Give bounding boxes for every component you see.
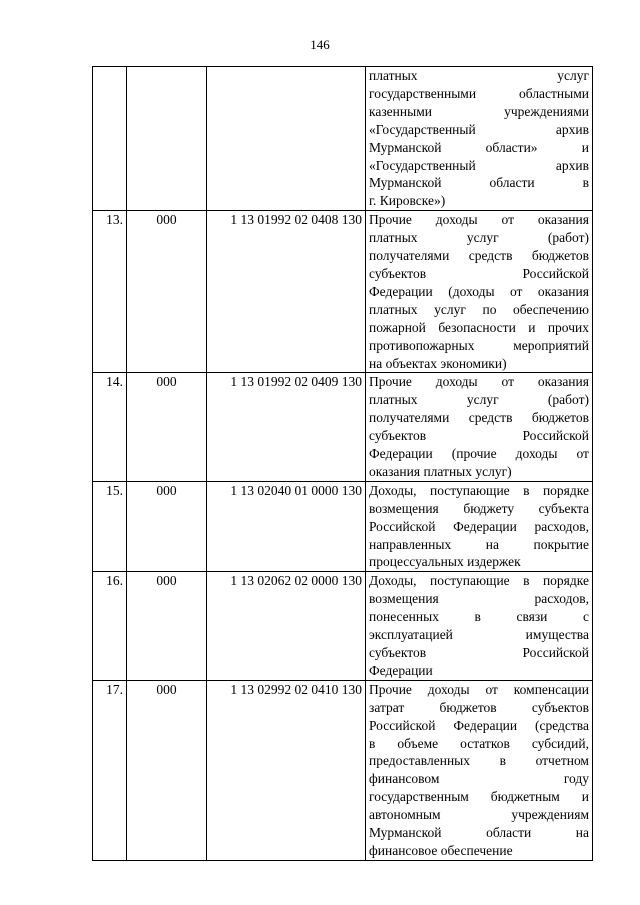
table-body xyxy=(93,67,593,861)
description-line: платных услуг (работ) xyxy=(369,392,589,408)
description-line: понесенных в связи с xyxy=(369,609,589,625)
budget-code-cell: 1 13 02040 01 0000 130 xyxy=(207,481,366,572)
description-line: финансовом году xyxy=(369,771,589,787)
description-line: в объеме остатков субсидий, xyxy=(369,735,589,751)
admin-code-cell: 000 xyxy=(127,572,207,680)
description-cell xyxy=(366,481,593,572)
budget-code-cell: 1 13 02062 02 0000 130 xyxy=(207,572,366,680)
description-line: Российской Федерации (средства xyxy=(369,717,589,733)
description-line: пожарной безопасности и прочих xyxy=(369,319,589,335)
table-row xyxy=(93,373,593,481)
budget-code-cell: 1 13 01992 02 0408 130 xyxy=(207,211,366,373)
description-line: субъектов Российской xyxy=(369,428,589,444)
description-line: Доходы, поступающие в порядке xyxy=(369,573,589,589)
description-line: Федерации (доходы от оказания xyxy=(369,283,589,299)
description-line: эксплуатацией имущества xyxy=(369,627,589,643)
description-line: казенными учреждениями xyxy=(369,103,589,119)
description-cell xyxy=(366,572,593,680)
description-line: противопожарных мероприятий xyxy=(369,337,589,353)
description-line: платных услуг по обеспечению xyxy=(369,301,589,317)
description-line: субъектов Российской xyxy=(369,645,589,660)
description-line: получателями средств бюджетов xyxy=(369,410,589,426)
description-line: автономным учреждениям xyxy=(369,807,589,823)
description-line: финансовое обеспечение xyxy=(369,842,513,858)
revenue-codes-table xyxy=(92,66,593,861)
description-line: Российской Федерации расходов, xyxy=(369,518,589,534)
description-line: государственным бюджетным и xyxy=(369,789,589,805)
description-line: Мурманской области» и xyxy=(369,139,589,155)
table-row xyxy=(93,572,593,680)
description-line: Мурманской области на xyxy=(369,825,589,841)
description-cell xyxy=(366,373,593,481)
budget-code-cell: 1 13 01992 02 0409 130 xyxy=(207,373,366,481)
page-number: 146 xyxy=(310,37,330,52)
description-line: оказания платных услуг) xyxy=(369,463,512,479)
admin-code-cell xyxy=(127,67,207,211)
description-line: Прочие доходы от оказания xyxy=(369,374,589,390)
description-line: возмещения расходов, xyxy=(369,591,589,607)
description-line: затрат бюджетов субъектов xyxy=(369,699,589,715)
description-line: Доходы, поступающие в порядке xyxy=(369,482,589,498)
description-line: предоставленных в отчетном xyxy=(369,753,589,769)
table-row xyxy=(93,481,593,572)
admin-code-cell: 000 xyxy=(127,680,207,860)
table-row xyxy=(93,67,593,211)
row-number-cell: 17. xyxy=(93,680,127,860)
table-row xyxy=(93,680,593,860)
description-cell xyxy=(366,67,593,211)
table-row xyxy=(93,211,593,373)
admin-code-cell: 000 xyxy=(127,481,207,572)
row-number-cell: 13. xyxy=(93,211,127,373)
budget-code-cell: 1 13 02992 02 0410 130 xyxy=(207,680,366,860)
description-line: Федерации xyxy=(369,662,433,678)
description-line: «Государственный архив xyxy=(369,157,589,173)
description-cell xyxy=(366,211,593,373)
description-line: государственными областными xyxy=(369,85,589,101)
description-line: Федерации (прочие доходы от xyxy=(369,446,589,462)
description-line: «Государственный архив xyxy=(369,121,589,137)
description-line: субъектов Российской xyxy=(369,265,589,281)
description-line: Мурманской области в xyxy=(369,175,589,191)
description-line: платных услуг (работ) xyxy=(369,230,589,246)
description-line: г. Кировске») xyxy=(369,193,446,209)
description-line: Прочие доходы от компенсации xyxy=(369,681,589,697)
budget-code-cell xyxy=(207,67,366,211)
admin-code-cell: 000 xyxy=(127,211,207,373)
description-cell xyxy=(366,680,593,860)
description-line: платных услуг xyxy=(369,68,589,83)
row-number-cell: 15. xyxy=(93,481,127,572)
row-number-cell: 14. xyxy=(93,373,127,481)
row-number-cell xyxy=(93,67,127,211)
admin-code-cell: 000 xyxy=(127,373,207,481)
description-line: на объектах экономики) xyxy=(369,355,507,371)
description-line: процессуальных издержек xyxy=(369,554,521,570)
description-line: направленных на покрытие xyxy=(369,536,589,552)
description-line: получателями средств бюджетов xyxy=(369,248,589,264)
description-line: Прочие доходы от оказания xyxy=(369,212,589,228)
description-line: возмещения бюджету субъекта xyxy=(369,500,589,516)
row-number-cell: 16. xyxy=(93,572,127,680)
